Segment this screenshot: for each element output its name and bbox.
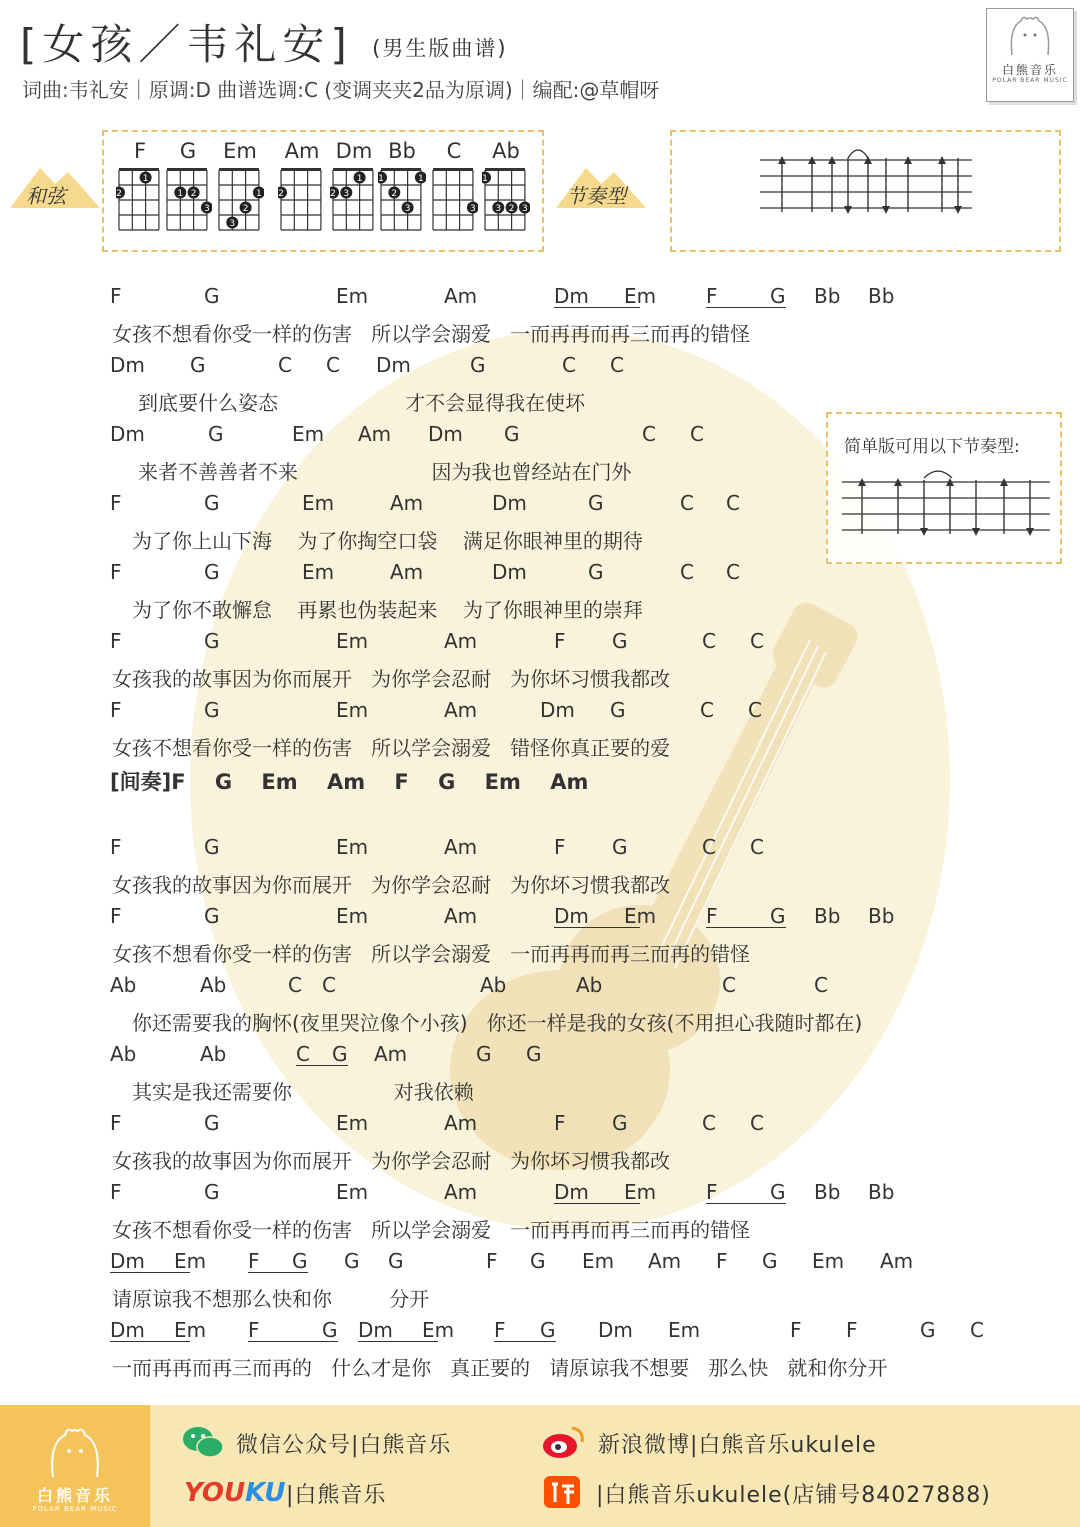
chord-label: Am — [390, 560, 424, 584]
interlude-chord: Em — [484, 770, 521, 794]
chord-label: Am — [444, 698, 478, 722]
chord-label: G — [770, 1180, 786, 1204]
chord-label: Em — [582, 1249, 615, 1273]
svg-text:3: 3 — [343, 189, 350, 199]
chord-label: Dm — [554, 284, 589, 308]
chord-label: F — [494, 1318, 506, 1342]
youku-brand-b: KU — [245, 1478, 286, 1508]
chord-label: C — [278, 353, 292, 377]
svg-text:3: 3 — [204, 204, 210, 214]
simple-rhythm-label: 简单版可用以下节奏型: — [844, 437, 1020, 457]
chord-label: G — [204, 1111, 220, 1135]
interlude-label: [间奏]F — [110, 770, 186, 794]
lyric-line: 女孩我的故事因为你而展开 为你学会忍耐 为你坏习惯我都改 — [112, 667, 671, 691]
footer-logo — [0, 1405, 150, 1527]
chord-label: F — [486, 1249, 498, 1273]
chord-label: Em — [336, 904, 369, 928]
rhythm-pattern — [672, 132, 1059, 250]
chord-label: Bb — [814, 1180, 841, 1204]
chord-label: G — [204, 491, 220, 515]
chord-label: C — [702, 835, 716, 859]
chord-name: Em — [223, 139, 257, 163]
chord-diagram — [430, 138, 478, 240]
chord-name: C — [446, 139, 462, 163]
chord-label: F — [110, 284, 122, 308]
chord-label: Am — [444, 284, 478, 308]
chord-diagram — [278, 138, 326, 240]
chord-name: G — [179, 139, 197, 163]
chord-label: G — [504, 422, 520, 446]
chord-label: Em — [336, 629, 369, 653]
svg-text:2: 2 — [190, 189, 197, 199]
chord-label: C — [700, 698, 714, 722]
chord-label: Dm — [110, 1249, 145, 1273]
brand-logo-en: POLAR BEAR MUSIC — [992, 77, 1068, 84]
chord-label: C — [722, 973, 736, 997]
polar-bear-icon — [45, 1423, 105, 1479]
svg-text:3: 3 — [229, 219, 236, 229]
svg-text:3: 3 — [404, 204, 411, 214]
chord-label: G — [204, 698, 220, 722]
chord-label: Ab — [576, 973, 603, 997]
chord-label: C — [610, 353, 624, 377]
chord-label: G — [190, 353, 206, 377]
chord-label: Am — [444, 1111, 478, 1135]
svg-text:2: 2 — [242, 204, 249, 214]
chord-label: C — [322, 973, 336, 997]
chord-label: Em — [174, 1318, 207, 1342]
lyric-line: 女孩我的故事因为你而展开 为你学会忍耐 为你坏习惯我都改 — [112, 873, 671, 897]
chord-diagram — [378, 138, 426, 240]
interlude-line — [110, 766, 610, 796]
wechat-text: 微信公众号|白熊音乐 — [236, 1433, 452, 1458]
chord-label: Am — [880, 1249, 914, 1273]
chord-label: Am — [444, 835, 478, 859]
lyric-line: 到底要什么姿态 才不会显得我在使坏 — [138, 391, 586, 415]
lyric-line: 为了你上山下海 为了你掏空口袋 满足你眼神里的期待 — [132, 529, 643, 553]
song-title — [20, 12, 508, 72]
chord-diagram — [164, 138, 212, 240]
chord-label: G — [770, 904, 786, 928]
chord-label: Dm — [554, 904, 589, 928]
weibo-text: 新浪微博|白熊音乐ukulele — [598, 1433, 877, 1458]
chord-label: C — [748, 698, 762, 722]
chord-label: Dm — [110, 353, 145, 377]
chord-label: G — [332, 1042, 348, 1066]
chord-label: C — [680, 560, 694, 584]
chord-label: Am — [374, 1042, 408, 1066]
chord-label: Am — [648, 1249, 682, 1273]
interlude-chord: G — [214, 770, 233, 794]
footer-logo-en: POLAR BEAR MUSIC — [32, 1505, 118, 1513]
chord-label: Am — [444, 1180, 478, 1204]
chord-label: Am — [444, 629, 478, 653]
lyric-line: 来者不善善者不来 因为我也曾经站在门外 — [138, 460, 632, 484]
interlude-chord: G — [438, 770, 456, 794]
chord-label: Em — [336, 1180, 369, 1204]
chord-label: F — [706, 284, 718, 308]
svg-text:1: 1 — [378, 174, 384, 184]
chord-name: Am — [284, 139, 320, 163]
chord-label: Em — [624, 1180, 657, 1204]
chord-label: C — [690, 422, 704, 446]
chord-label: Em — [336, 1111, 369, 1135]
chord-label: Ab — [200, 1042, 227, 1066]
chord-label: Dm — [492, 560, 527, 584]
chord-label: F — [110, 1111, 122, 1135]
svg-text:3: 3 — [495, 204, 502, 214]
svg-text:1: 1 — [256, 189, 262, 199]
chord-label: G — [612, 629, 628, 653]
chord-label: Em — [668, 1318, 701, 1342]
chord-label: G — [920, 1318, 936, 1342]
chord-label: Bb — [814, 284, 841, 308]
chord-label: G — [762, 1249, 778, 1273]
chord-label: G — [388, 1249, 404, 1273]
chord-label: C — [642, 422, 656, 446]
chord-label: Bb — [868, 904, 895, 928]
chord-label: Dm — [540, 698, 575, 722]
chord-label: F — [554, 835, 566, 859]
chord-label: Am — [390, 491, 424, 515]
chord-label: Em — [174, 1249, 207, 1273]
chord-label: Bb — [814, 904, 841, 928]
simple-rhythm-box — [826, 412, 1062, 564]
lyric-line: 为了你不敢懈怠 再累也伪装起来 为了你眼神里的崇拜 — [132, 598, 643, 622]
chord-label: G — [588, 491, 604, 515]
chord-label: Dm — [492, 491, 527, 515]
svg-text:1: 1 — [356, 174, 363, 184]
weibo-icon — [542, 1424, 586, 1460]
interlude-chord: F — [394, 770, 409, 794]
interlude-chord: Em — [261, 770, 298, 794]
chord-fretboard-icon — [430, 164, 478, 236]
svg-text:2: 2 — [508, 204, 515, 214]
svg-text:3: 3 — [470, 204, 476, 214]
svg-text:1: 1 — [482, 174, 488, 184]
lyric-line: 女孩不想看你受一样的伤害 所以学会溺爱 一而再再而再三而再的错怪 — [112, 942, 751, 966]
chord-fretboard-icon — [216, 164, 264, 236]
chord-label: Em — [336, 835, 369, 859]
chord-label: F — [110, 560, 122, 584]
chord-label: F — [110, 629, 122, 653]
chord-label: Am — [358, 422, 392, 446]
chord-label: C — [970, 1318, 984, 1342]
chord-label: Am — [444, 904, 478, 928]
chord-label: C — [750, 1111, 764, 1135]
brand-logo — [986, 8, 1074, 102]
chord-label: G — [540, 1318, 556, 1342]
chord-label: G — [344, 1249, 360, 1273]
lyric-line: 女孩不想看你受一样的伤害 所以学会溺爱 错怪你真正要的爱 — [112, 736, 671, 760]
chord-label: G — [204, 904, 220, 928]
youku-logo-icon — [184, 1478, 285, 1508]
chord-diagram — [330, 138, 378, 240]
chord-label: G — [208, 422, 224, 446]
interlude-chord: Am — [326, 770, 366, 794]
lyric-line: 女孩不想看你受一样的伤害 所以学会溺爱 一而再再而再三而再的错怪 — [112, 322, 751, 346]
chord-fretboard-icon — [482, 164, 530, 236]
svg-text:1: 1 — [418, 174, 424, 184]
chord-label: C — [726, 491, 740, 515]
chord-fretboard-icon — [164, 164, 212, 236]
chord-fretboard-icon — [116, 164, 164, 236]
chord-label: Em — [302, 491, 335, 515]
chord-label: F — [110, 491, 122, 515]
chord-label: C — [726, 560, 740, 584]
chord-label: G — [204, 1180, 220, 1204]
chord-label: Em — [292, 422, 325, 446]
chord-badge: 和弦 — [26, 184, 66, 208]
chord-label: F — [554, 1111, 566, 1135]
chord-label: Em — [624, 284, 657, 308]
chord-label: C — [288, 973, 302, 997]
rhythm-pattern-box — [670, 130, 1061, 252]
chord-label: C — [562, 353, 576, 377]
footer-logo-name: 白熊音乐 — [36, 1486, 113, 1505]
chord-label: Em — [302, 560, 335, 584]
chord-label: F — [110, 1180, 122, 1204]
wechat-icon — [182, 1424, 224, 1460]
chord-label: Dm — [358, 1318, 393, 1342]
chord-label: C — [702, 629, 716, 653]
svg-text:2: 2 — [116, 189, 122, 199]
chord-label: G — [612, 835, 628, 859]
svg-text:3: 3 — [522, 204, 528, 214]
chord-label: G — [204, 284, 220, 308]
chord-label: G — [610, 698, 626, 722]
chord-label: Em — [336, 698, 369, 722]
chord-label: C — [326, 353, 340, 377]
chord-label: G — [470, 353, 486, 377]
interlude-chord: Am — [550, 770, 589, 794]
lyric-line: 一而再再而再三而再的 什么才是你 真正要的 请原谅我不想要 那么快 就和你分开 — [112, 1356, 888, 1380]
chord-label: C — [296, 1042, 310, 1066]
chord-label: Dm — [598, 1318, 633, 1342]
chord-label: F — [716, 1249, 728, 1273]
chord-fretboard-icon — [278, 164, 326, 236]
chord-name: Ab — [492, 139, 520, 163]
chord-label: Ab — [110, 973, 137, 997]
chord-label: F — [248, 1249, 260, 1273]
lyric-line: 女孩我的故事因为你而展开 为你学会忍耐 为你坏习惯我都改 — [112, 1149, 671, 1173]
svg-text:1: 1 — [142, 174, 149, 184]
chord-label: G — [530, 1249, 546, 1273]
chord-name: Bb — [388, 139, 416, 163]
chord-label: Dm — [554, 1180, 589, 1204]
chord-name: F — [133, 139, 147, 163]
chord-label: G — [204, 629, 220, 653]
chord-label: F — [248, 1318, 260, 1342]
lyric-line: 女孩不想看你受一样的伤害 所以学会溺爱 一而再再而再三而再的错怪 — [112, 1218, 751, 1242]
chord-label: C — [750, 835, 764, 859]
chord-label: G — [770, 284, 786, 308]
chord-label: F — [110, 835, 122, 859]
chord-label: Dm — [110, 1318, 145, 1342]
chord-diagram — [216, 138, 264, 240]
chord-label: F — [706, 904, 718, 928]
chord-label: Dm — [376, 353, 411, 377]
chord-label: G — [588, 560, 604, 584]
chord-label: F — [110, 698, 122, 722]
chord-label: G — [476, 1042, 492, 1066]
svg-text:2: 2 — [330, 189, 336, 199]
taobao-icon — [542, 1474, 582, 1510]
svg-text:2: 2 — [278, 189, 284, 199]
chord-label: C — [750, 629, 764, 653]
chord-label: C — [702, 1111, 716, 1135]
chord-label: G — [526, 1042, 542, 1066]
chord-fretboard-icon — [330, 164, 378, 236]
chord-label: F — [846, 1318, 858, 1342]
chord-diagram — [482, 138, 530, 240]
chord-label: G — [612, 1111, 628, 1135]
chord-label: Em — [422, 1318, 455, 1342]
chord-label: Ab — [110, 1042, 137, 1066]
chord-label: Dm — [110, 422, 145, 446]
simple-rhythm-pattern — [828, 458, 1060, 562]
taobao-text: |白熊音乐ukulele(店铺号84027888) — [596, 1483, 991, 1508]
chord-label: G — [204, 560, 220, 584]
youku-brand-a: YOU — [184, 1478, 246, 1508]
chord-diagram — [116, 138, 164, 240]
song-meta: 词曲:韦礼安｜原调:D 曲谱选调:C (变调夹夹2品为原调)｜编配:@草帽呀 — [22, 78, 660, 102]
chord-label: Em — [336, 284, 369, 308]
lyric-line: 你还需要我的胸怀(夜里哭泣像个小孩) 你还一样是我的女孩(不用担心我随时都在) — [132, 1011, 863, 1035]
chord-label: C — [680, 491, 694, 515]
lyric-line: 请原谅我不想那么快和你 分开 — [112, 1287, 430, 1311]
chord-fretboard-icon — [378, 164, 426, 236]
chord-label: F — [110, 904, 122, 928]
svg-text:1: 1 — [177, 189, 184, 199]
chord-label: Dm — [428, 422, 463, 446]
chord-label: Bb — [868, 284, 895, 308]
chord-label: F — [554, 629, 566, 653]
rhythm-badge: 节奏型 — [566, 184, 626, 208]
chord-label: Em — [624, 904, 657, 928]
chord-label: F — [790, 1318, 802, 1342]
title-subtitle: (男生版曲谱) — [372, 36, 508, 61]
chord-label: C — [814, 973, 828, 997]
chord-label: Ab — [480, 973, 507, 997]
svg-text:2: 2 — [391, 189, 398, 199]
lyric-line: 其实是我还需要你 对我依赖 — [132, 1080, 474, 1104]
chord-label: Bb — [868, 1180, 895, 1204]
chord-label: G — [292, 1249, 308, 1273]
chord-label: Ab — [200, 973, 227, 997]
chord-name: Dm — [335, 139, 373, 163]
polar-bear-icon — [987, 9, 1073, 59]
brand-logo-name: 白熊音乐 — [1001, 63, 1058, 77]
chord-label: Em — [812, 1249, 845, 1273]
title-text: [女孩／韦礼安] — [20, 20, 353, 69]
chord-label: G — [322, 1318, 338, 1342]
chord-label: G — [204, 835, 220, 859]
youku-text: |白熊音乐 — [286, 1483, 387, 1508]
chord-label: F — [706, 1180, 718, 1204]
